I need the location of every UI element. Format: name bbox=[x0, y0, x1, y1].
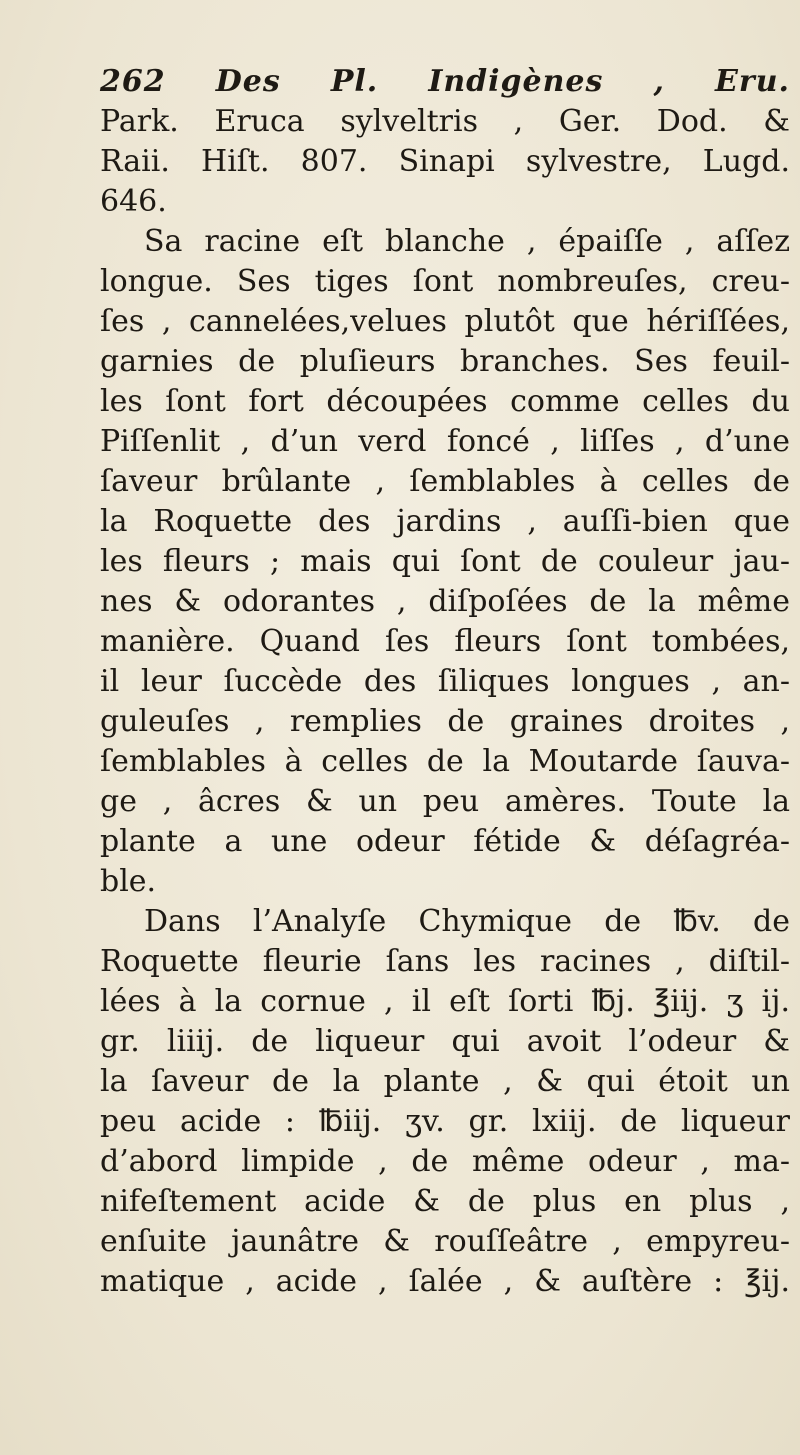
text-line: plante a une odeur fétide & déſagréa- bbox=[100, 824, 790, 859]
paragraph-start: Sa racine eſt blanche , épaiſſe , aſſez bbox=[144, 224, 790, 259]
text-line: manière. Quand ſes fleurs ſont tombées, bbox=[100, 624, 790, 659]
text-line: la Roquette des jardins , auſſi-bien que bbox=[100, 504, 790, 539]
text-line: ge , âcres & un peu amères. Toute la bbox=[100, 784, 790, 819]
text-line: Raii. Hiſt. 807. Sinapi sylvestre, Lugd. bbox=[100, 144, 790, 179]
text-line: il leur ſuccède des ſiliques longues , an- bbox=[100, 664, 790, 699]
text-line: les ſont fort découpées comme celles du bbox=[100, 384, 790, 419]
text-line: Roquette fleurie ſans les racines , diſtil- bbox=[100, 944, 790, 979]
text-line: 646. bbox=[100, 184, 167, 219]
text-line: Piſſenlit , d’un verd foncé , liſſes , d’une bbox=[100, 424, 790, 459]
text-line: matique , acide , ſalée , & auſtère : ℥ij. bbox=[100, 1264, 790, 1299]
text-line: la ſaveur de la plante , & qui étoit un bbox=[100, 1064, 790, 1099]
text-line: d’abord limpide , de même odeur , ma- bbox=[100, 1144, 790, 1179]
text-line: ſemblables à celles de la Moutarde ſauva- bbox=[100, 744, 790, 779]
text-line: longue. Ses tiges ſont nombreuſes, creu- bbox=[100, 264, 790, 299]
text-line: nes & odorantes , diſpoſées de la même bbox=[100, 584, 790, 619]
text-line: ſes , cannelées,velues plutôt que hériſſées, bbox=[100, 304, 790, 339]
paragraph-start: Dans l’Analyſe Chymique de ℔v. de bbox=[144, 904, 790, 939]
text-line: gr. liiij. de liqueur qui avoit l’odeur & bbox=[100, 1024, 790, 1059]
text-line: les fleurs ; mais qui ſont de couleur jau- bbox=[100, 544, 790, 579]
text-line: ble. bbox=[100, 864, 157, 899]
text-line: guleuſes , remplies de graines droites , bbox=[100, 704, 790, 739]
text-line: garnies de pluſieurs branches. Ses feuil- bbox=[100, 344, 790, 379]
text-line: enſuite jaunâtre & rouſſeâtre , empyreu- bbox=[100, 1224, 790, 1259]
text-line: lées à la cornue , il eſt ſorti ℔j. ℥iij. ʒ ij. bbox=[100, 984, 790, 1019]
running-header: 262 Des Pl. Indigènes , Eru. bbox=[100, 64, 790, 99]
text-line: peu acide : ℔iij. ʒv. gr. lxiij. de liqueur bbox=[100, 1104, 790, 1139]
text-line: nifeſtement acide & de plus en plus , bbox=[100, 1184, 790, 1219]
text-line: ſaveur brûlante , ſemblables à celles de bbox=[100, 464, 790, 499]
text-line: Park. Eruca sylveltris , Ger. Dod. & bbox=[100, 104, 790, 139]
